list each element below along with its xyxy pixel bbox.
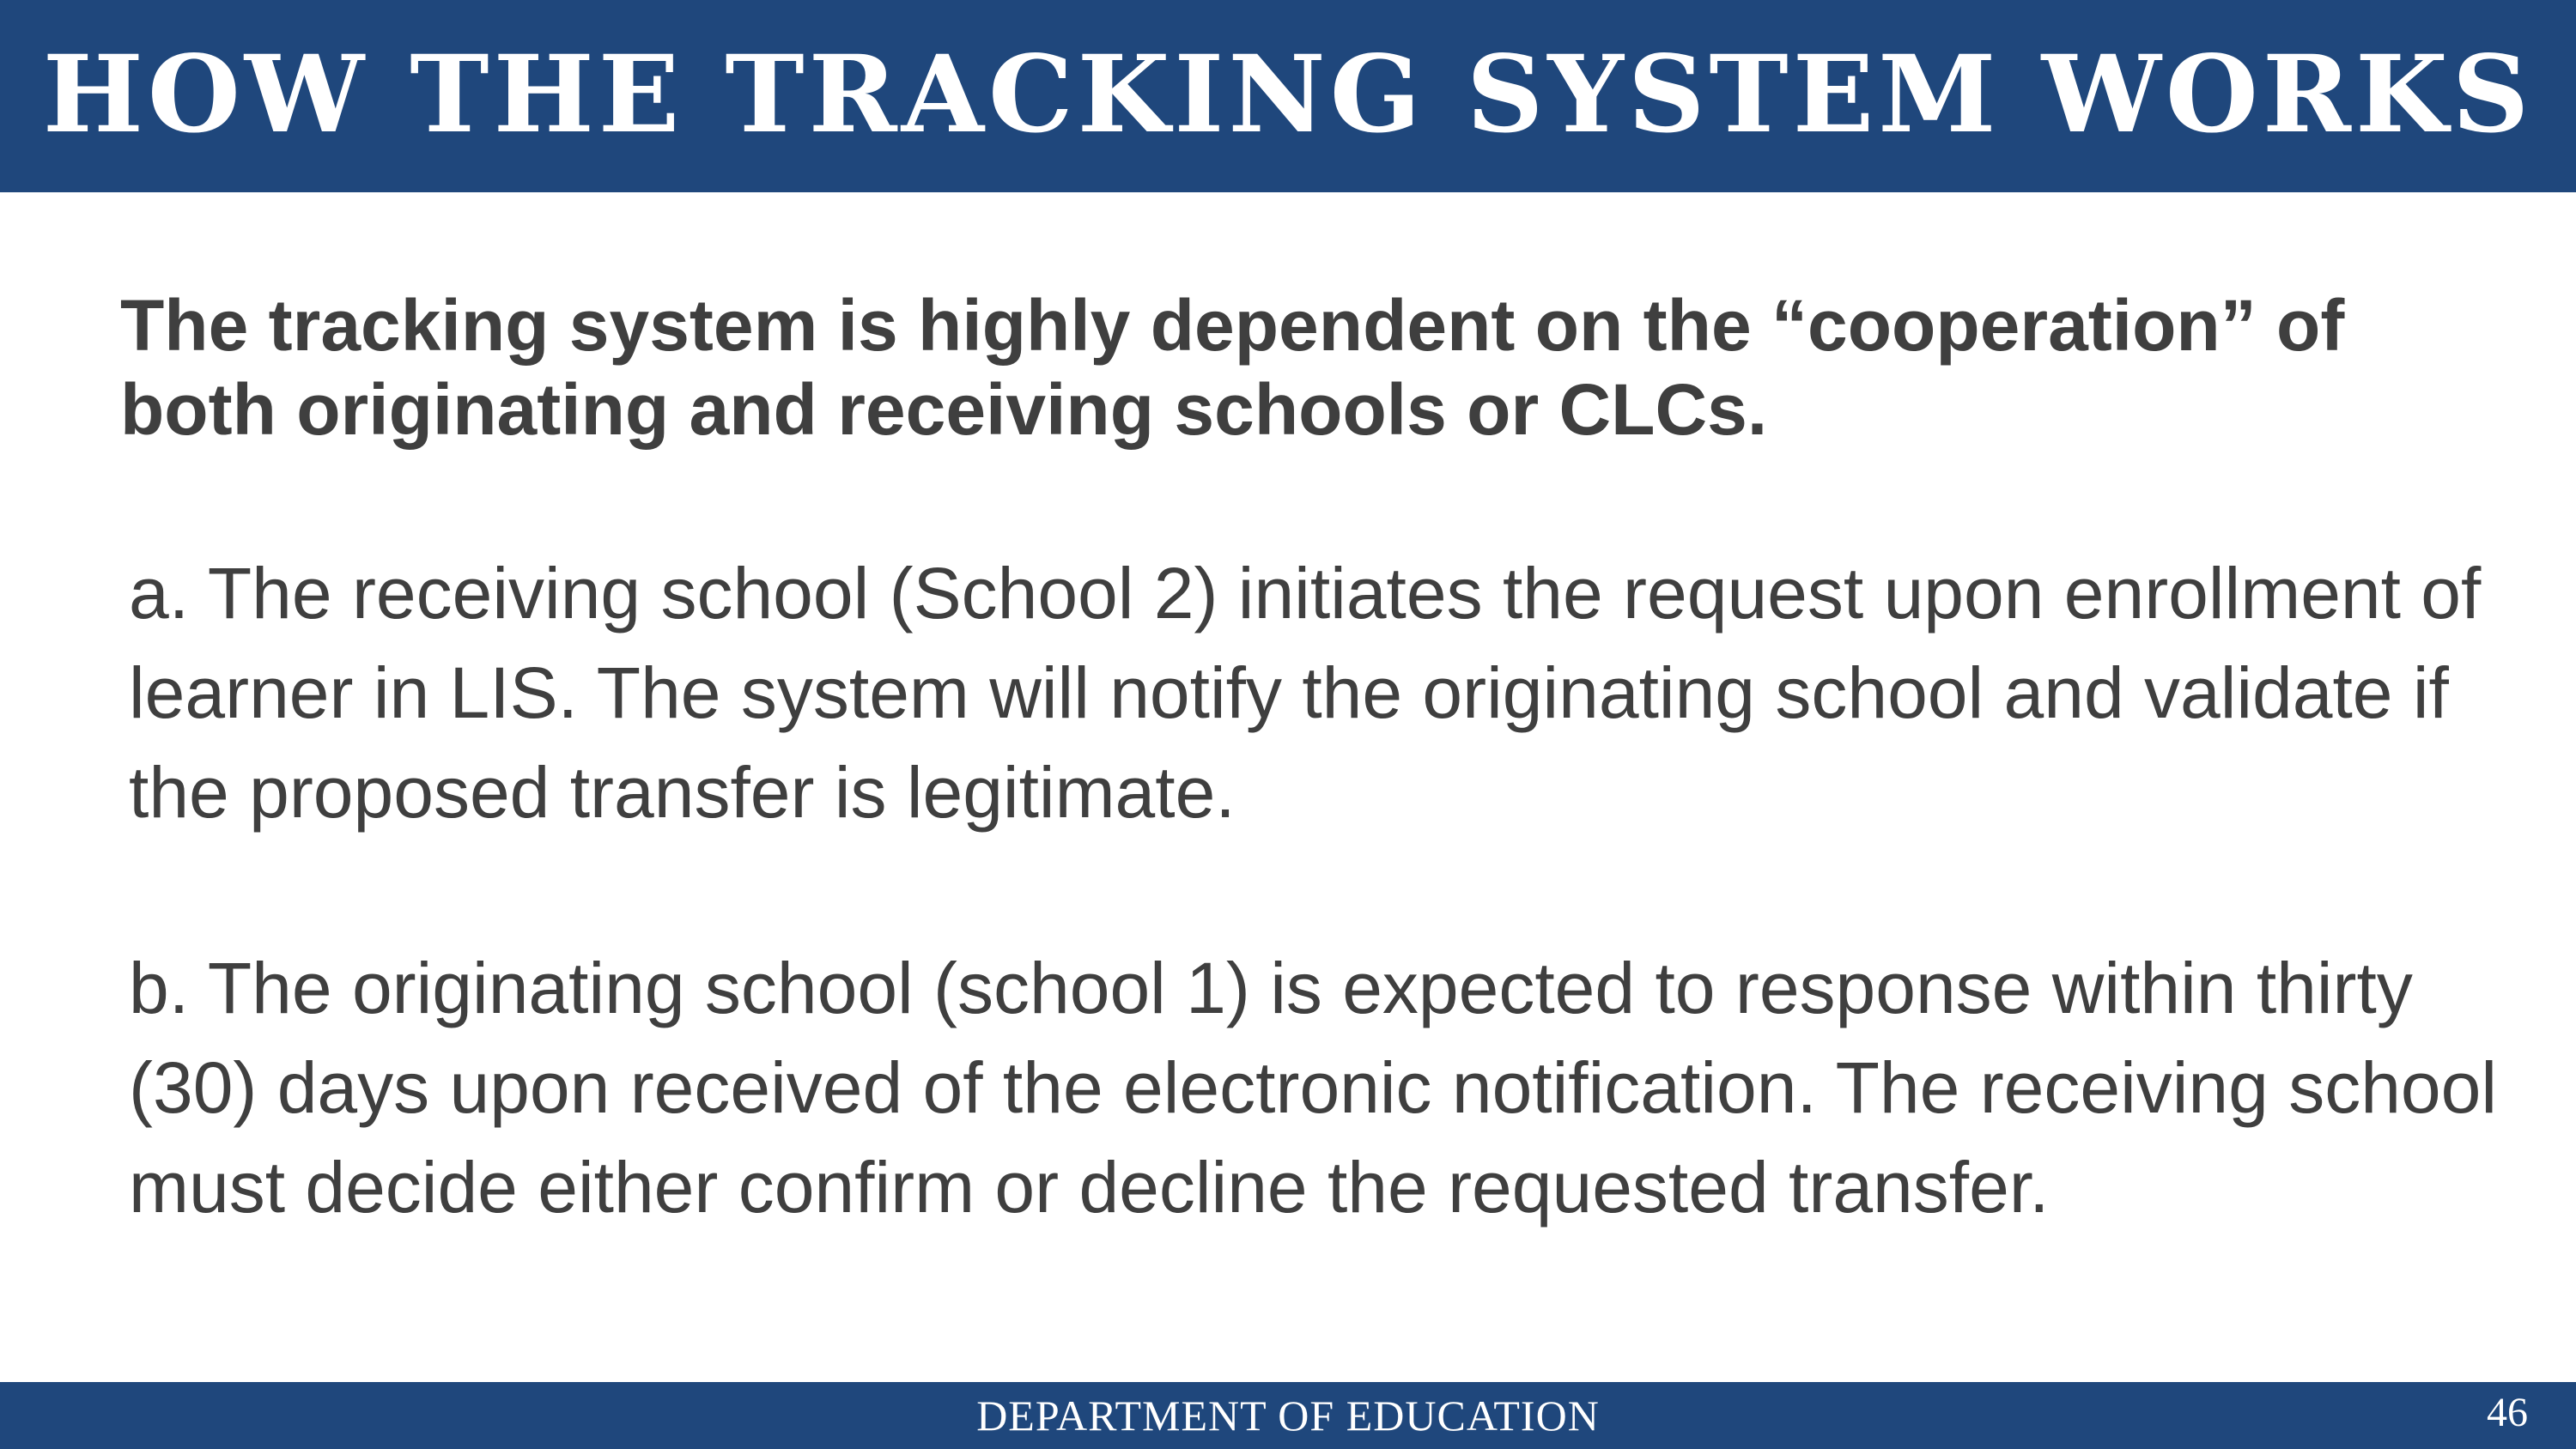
title-banner: [0, 0, 2576, 192]
lead-statement: The tracking system is highly dependent on the “cooperation” of both originating and receiving schools or CLCs.: [120, 285, 2345, 450]
paragraph-a: a. The receiving school (School 2) initiates the request upon enrollment of learner in LIS. The system will notify the originating school and validate if the proposed transfer is legitimate.: [129, 553, 2482, 833]
paragraph-b: b. The originating school (school 1) is expected to response within thirty (30) days upon received of the electronic notification. The receiving school must decide either confirm or decline the requested transfer.: [129, 948, 2498, 1228]
footer-bar: [0, 1382, 2576, 1449]
footer-department: DEPARTMENT OF EDUCATION: [976, 1391, 1600, 1440]
page-number: 46: [2487, 1389, 2528, 1435]
slide-title: HOW THE TRACKING SYSTEM WORKS: [42, 32, 2534, 157]
